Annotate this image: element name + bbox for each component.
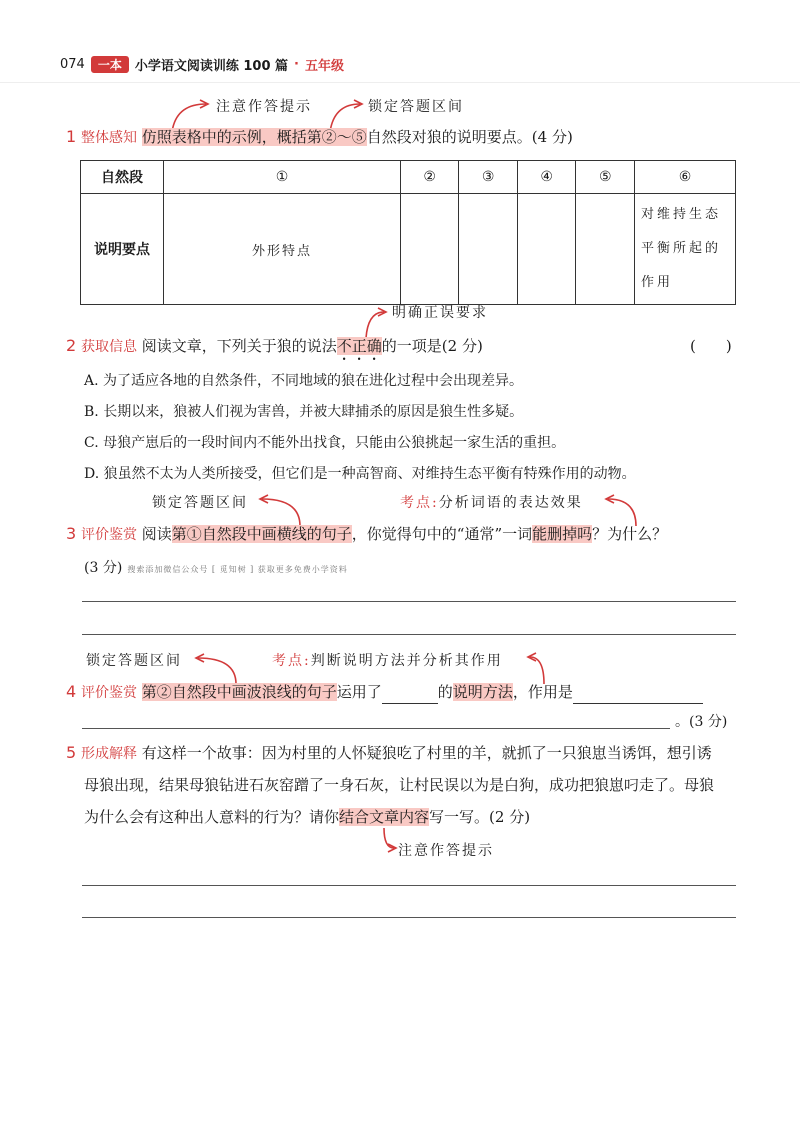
q2-text-after: 的一项是(2 分) [381,337,483,355]
q4-text-highlight-1: 第②自然段中画波浪线的句子 [141,683,337,701]
q2-answer-paren[interactable]: ( ) [690,337,732,355]
q3-small-note: 搜索添加微信公众号 [ 觅知树 ] 获取更多免费小学资料 [127,565,348,574]
q4-note-point-text: 判断说明方法并分析其作用 [310,653,503,669]
table-col-2: ② [400,161,459,194]
page-number: 074 [60,57,85,72]
q2-option-a[interactable]: A. 为了适应各地的自然条件，不同地域的狼在进化过程中会出现差异。 [84,373,524,389]
q5-note: 注意作答提示 [398,843,494,859]
table-cell-6: 对维持生态平衡所起的作用 [635,194,736,305]
q3-score: (3 分) [84,560,123,576]
q3-note-range: 锁定答题区间 [152,495,248,511]
grade-label: 五年级 [305,59,345,74]
q4-number: 4 [66,682,77,701]
q1-text-highlight: ②～⑤ [321,128,367,146]
q5-text-b: 写一写。(2 分) [429,808,531,826]
q3-note-point-label: 考点: [400,495,439,511]
table-cell-1: 外形特点 [164,194,401,305]
q4-text-b: 的 [437,683,453,701]
q3-note-point-text: 分析词语的表达效果 [438,495,583,511]
q3-text-b: ，你觉得句中的“通常”一词 [351,525,533,543]
q3-text-c: ？为什么？ [592,525,668,543]
q4-text-c: ，作用是 [512,683,573,701]
q3-tag: 评价鉴赏 [80,527,137,543]
q5-line-2: 母狼出现，结果母狼钻进石灰窑蹭了一身石灰，让村民误以为是白狗，成功把狼崽叼走了。母狼 [84,776,715,794]
table-col-6: ⑥ [635,161,736,194]
q2-option-c[interactable]: C. 母狼产崽后的一段时间内不能外出找食，只能由公狼挑起一家生活的重担。 [84,435,566,451]
q1-tag: 整体感知 [80,130,137,146]
q2-text-highlight: 不正确 [336,337,382,355]
q4-text-a: 运用了 [336,683,382,701]
q5-text-line-1: 有这样一个故事：因为村里的人怀疑狼吃了村里的羊，就抓了一只狼崽当诱饵，想引诱 [141,744,712,762]
table-col-3: ③ [459,161,518,194]
q1-note-answer-hint: 注意作答提示 [216,99,312,115]
q5-text-highlight: 结合文章内容 [339,808,430,826]
table-header-points: 说明要点 [81,194,164,305]
q4-note-point-label: 考点: [272,653,311,669]
q4-note-range: 锁定答题区间 [86,653,182,669]
q1-number: 1 [66,127,77,146]
q2-tag: 获取信息 [80,339,137,355]
q3-number: 3 [66,524,77,543]
q5-text-a: 为什么会有这种出人意料的行为？请你 [84,808,340,826]
q4-text-highlight-2: 说明方法 [452,683,513,701]
q1-note-range: 锁定答题区间 [368,99,464,115]
q3-text-highlight-1: 第①自然段中画横线的句子 [171,525,352,543]
table-col-4: ④ [517,161,576,194]
q3-text-highlight-2: 能删掉吗 [532,525,593,543]
q5-tag: 形成解释 [80,746,137,762]
dot-separator: · [294,57,299,72]
q4-tag: 评价鉴赏 [80,685,137,701]
q3-text-a: 阅读 [141,525,172,543]
q5-number: 5 [66,743,77,762]
q2-option-d[interactable]: D. 狼虽然不太为人类所接受，但它们是一种高智商、对维持生态平衡有特殊作用的动物。 [84,466,636,482]
q4-end: 。(3 分) [675,714,728,730]
table-col-1: ① [164,161,401,194]
q2-number: 2 [66,336,77,355]
q5-answer-line-2[interactable] [82,917,736,918]
book-title: 小学语文阅读训练 100 篇 [134,59,289,74]
q1-text-after: 自然段对狼的说明要点。(4 分) [366,128,573,146]
q1-text-before: 仿照表格中的示例，概括第 [141,128,322,146]
q2-option-b[interactable]: B. 长期以来，狼被人们视为害兽，并被大肆捕杀的原因是狼生性多疑。 [84,404,524,420]
q5-answer-line-1[interactable] [82,885,736,886]
table-header-paragraph: 自然段 [81,161,164,194]
q2-note: 明确正误要求 [392,305,488,321]
q2-text-before: 阅读文章，下列关于狼的说法 [141,337,337,355]
table-col-5: ⑤ [576,161,635,194]
brand-logo: 一本 [91,56,129,73]
